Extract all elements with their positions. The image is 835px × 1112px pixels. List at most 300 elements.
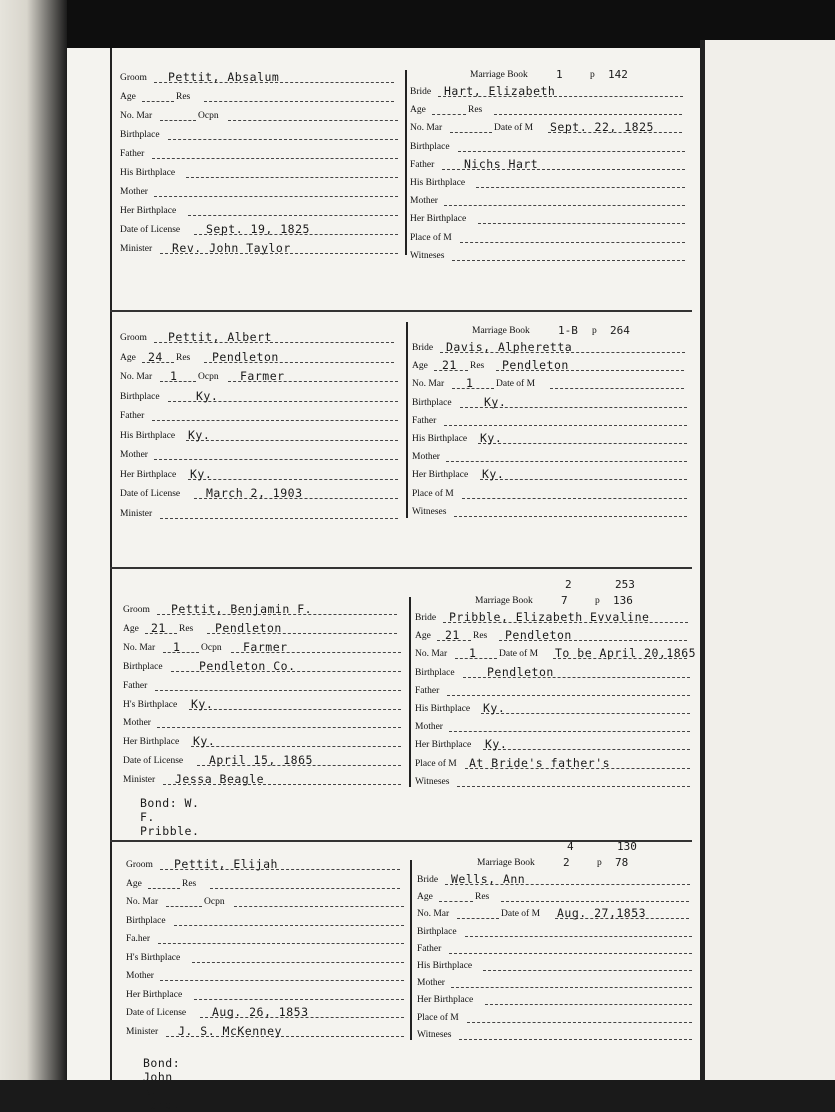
bride-date-label: Date of M: [494, 123, 534, 134]
groom-no-mar-label: No. Mar: [120, 111, 153, 121]
bride-birthplace-label: Birthplace: [417, 926, 457, 937]
bride-her-birthplace-rule: [480, 479, 687, 480]
record-column-divider: [406, 322, 408, 518]
form-row: [126, 1003, 406, 1021]
bride-his-birthplace-rule: [478, 443, 687, 444]
bride-res-value: Pendleton: [502, 358, 569, 373]
form-row: [415, 644, 697, 662]
bride-age-value: 21: [442, 358, 457, 373]
form-row: [120, 406, 400, 424]
bride-mother-rule: [446, 461, 687, 462]
groom-birthplace-label: Birthplace: [120, 391, 160, 402]
form-row: [415, 735, 690, 753]
groom-father-label: Father: [123, 680, 148, 691]
book-page-label: p: [595, 596, 600, 606]
form-row: [126, 874, 406, 892]
groom-license-label: Date of License: [120, 225, 181, 235]
groom-her-birthplace-rule: [188, 215, 398, 216]
groom-mother-rule: [160, 980, 404, 981]
bride-her-birthplace-label: Her Birthplace: [412, 470, 469, 481]
groom-birthplace-rule: [168, 139, 398, 140]
marriage-book-ref: [472, 318, 682, 338]
groom-ocpn-label: Ocpn: [204, 897, 225, 907]
form-row: [120, 445, 400, 463]
groom-minister-label: Minister: [126, 1026, 159, 1037]
bride-her-birthplace-label: Her Birthplace: [417, 995, 474, 1006]
form-row: [120, 239, 400, 257]
groom-father-rule: [152, 158, 398, 159]
bride-witnesses-label: Witneses: [412, 506, 447, 517]
groom-res-value: Pendleton: [215, 620, 282, 635]
bride-father-rule: [447, 695, 690, 696]
book-volume-superscript: 2: [565, 578, 572, 591]
book-page-label: p: [597, 858, 602, 868]
groom-her-birthplace-label: Her Birthplace: [126, 989, 183, 1000]
bride-age-label: Age: [417, 892, 433, 903]
bride-date-value: Sept. 22, 1825: [550, 120, 654, 135]
groom-license-value: Aug. 26, 1853: [212, 1005, 309, 1019]
bride-no-mar-label: No. Mar: [417, 909, 450, 920]
groom-mother-label: Mother: [120, 187, 148, 197]
bride-place-rule: [462, 498, 687, 499]
bride-mother-label: Mother: [417, 978, 445, 989]
form-row: [410, 82, 685, 100]
book-volume: 1-B: [558, 324, 578, 337]
bride-value: Davis, Alpheretta: [446, 340, 573, 354]
form-row: [417, 904, 692, 922]
form-row: [415, 717, 690, 735]
groom-her-birthplace-value: Ky.: [190, 466, 213, 481]
bride-birthplace-value: Ky.: [484, 394, 507, 409]
groom-his-birthplace-rule: [192, 962, 404, 963]
form-row: [120, 328, 400, 346]
groom-res-rule: [204, 101, 394, 102]
form-row: [410, 191, 685, 209]
scan-right-strip: [705, 40, 835, 1080]
form-row: [417, 1008, 692, 1026]
groom-label: Groom: [120, 73, 147, 83]
form-row: [126, 911, 406, 929]
groom-age-label: Age: [120, 92, 136, 102]
groom-no-mar-rule: [166, 906, 202, 907]
form-row: [126, 855, 406, 873]
form-row: [412, 374, 687, 392]
groom-father-rule: [155, 690, 401, 691]
form-row: [412, 356, 687, 374]
bride-age-rule: [432, 114, 466, 115]
groom-birthplace-rule: [174, 925, 404, 926]
form-row: [412, 502, 687, 520]
book-page: 78: [615, 856, 629, 869]
form-row: [417, 870, 692, 888]
bride-date-label: Date of M: [496, 379, 536, 390]
bride-mother-rule: [444, 205, 685, 206]
marriage-book-label: Marriage Book: [470, 70, 528, 80]
bride-no-mar-value: 1: [466, 376, 474, 391]
groom-label: Groom: [126, 860, 153, 870]
form-row: [410, 118, 685, 136]
bride-birthplace-label: Birthplace: [410, 141, 450, 152]
groom-age-value: 21: [151, 620, 166, 635]
marriage-book-ref: [475, 578, 685, 608]
bride-res-label: Res: [473, 631, 488, 642]
form-row: [123, 751, 403, 769]
bride-date-rule: [550, 388, 684, 389]
bride-birthplace-rule: [458, 151, 685, 152]
form-row: [123, 676, 403, 694]
form-row: [417, 956, 692, 974]
bride-res-label: Res: [475, 892, 490, 903]
book-volume: 1: [556, 68, 563, 81]
bride-witnesses-rule: [454, 516, 687, 517]
form-row: [120, 426, 400, 444]
book-page-label: p: [590, 70, 595, 80]
bride-value: Hart, Elizabeth: [444, 84, 556, 98]
bride-his-birthplace-rule: [483, 970, 692, 971]
form-row: [412, 484, 687, 502]
groom-mother-rule: [154, 459, 398, 460]
groom-no-mar-value: 1: [170, 369, 178, 383]
bride-place-rule: [460, 242, 685, 243]
groom-license-label: Date of License: [123, 756, 184, 767]
groom-father-label: Father: [120, 149, 145, 159]
form-row: [120, 387, 400, 405]
form-row: [415, 772, 690, 790]
bride-birthplace-rule: [465, 936, 692, 937]
form-row: [120, 163, 400, 181]
bride-no-mar-label: No. Mar: [410, 123, 443, 134]
groom-minister-label: Minister: [120, 508, 153, 519]
groom-mother-rule: [157, 727, 401, 728]
form-row: [417, 922, 692, 940]
bride-label: Bride: [415, 613, 437, 623]
bride-witnesses-rule: [459, 1039, 692, 1040]
groom-no-mar-label: No. Mar: [126, 897, 159, 907]
groom-his-birthplace-label: H's Birthplace: [123, 699, 178, 710]
groom-value: Pettit, Elijah: [174, 857, 278, 871]
form-row: [410, 209, 685, 227]
marriage-book-label: Marriage Book: [477, 858, 535, 868]
form-row: [412, 465, 687, 483]
groom-her-birthplace-rule: [191, 746, 401, 747]
bride-his-birthplace-label: His Birthplace: [410, 178, 466, 188]
groom-father-rule: [152, 420, 398, 421]
record-column-divider: [409, 597, 411, 787]
form-row: [120, 144, 400, 162]
form-row: [417, 973, 692, 991]
bride-father-label: Father: [417, 943, 442, 954]
form-row: [123, 695, 403, 713]
form-row: [412, 429, 687, 447]
groom-her-birthplace-label: Her Birthplace: [123, 737, 180, 748]
book-page: 142: [608, 68, 628, 81]
book-page: 264: [610, 324, 630, 337]
bride-age-value: 21: [445, 628, 460, 643]
book-volume-superscript: 4: [567, 840, 574, 853]
bride-res-value: Pendleton: [505, 628, 572, 643]
groom-minister-label: Minister: [120, 244, 153, 254]
bride-witnesses-label: Witneses: [410, 250, 445, 261]
form-row: [415, 663, 690, 681]
form-row: [126, 929, 406, 947]
groom-res-label: Res: [179, 623, 194, 634]
bond-note: Bond: W. F. Pribble.: [140, 796, 200, 838]
bride-no-mar-rule: [457, 918, 499, 919]
groom-ocpn-label: Ocpn: [198, 111, 219, 121]
bride-father-rule: [444, 425, 687, 426]
bride-his-birthplace-value: Ky.: [480, 431, 503, 445]
groom-his-birthplace-label: His Birthplace: [120, 430, 176, 441]
bride-date-value: To be April 20,1865: [555, 646, 697, 661]
groom-no-mar-value: 1: [173, 639, 181, 654]
groom-license-label: Date of License: [126, 1008, 187, 1018]
bride-her-birthplace-value: Ky.: [482, 467, 505, 482]
bride-mother-label: Mother: [412, 452, 440, 463]
marriage-book-label: Marriage Book: [475, 596, 533, 606]
bride-mother-rule: [451, 987, 692, 988]
groom-minister-value: Jessa Beagle: [175, 772, 265, 787]
groom-his-birthplace-rule: [186, 440, 398, 441]
groom-his-birthplace-rule: [186, 177, 398, 178]
bride-place-value: At Bride's father's: [469, 755, 611, 770]
bride-place-label: Place of M: [412, 488, 454, 499]
bride-mother-label: Mother: [415, 722, 443, 733]
form-row: [120, 465, 400, 483]
record-column-divider: [410, 860, 412, 1040]
groom-minister-value: Rev. John Taylor: [172, 241, 291, 255]
groom-value: Pettit, Albert: [168, 330, 272, 344]
groom-label: Groom: [123, 605, 150, 615]
form-row: [410, 137, 685, 155]
form-row: [120, 106, 400, 124]
bride-father-label: Father: [415, 685, 440, 696]
bride-res-rule: [501, 901, 689, 902]
form-row: [410, 155, 685, 173]
groom-his-birthplace-value: Ky.: [188, 427, 211, 442]
groom-father-label: Fa.her: [126, 934, 151, 944]
form-row: [123, 770, 403, 788]
groom-his-birthplace-value: Ky.: [191, 696, 214, 711]
bride-father-value: Nichs Hart: [464, 156, 539, 171]
groom-ocpn-value: Farmer: [243, 639, 288, 654]
bride-place-label: Place of M: [415, 758, 457, 769]
bride-birthplace-label: Birthplace: [415, 667, 455, 678]
groom-mother-label: Mother: [120, 450, 148, 460]
marriage-book-ref: [470, 62, 680, 82]
form-row: [126, 985, 406, 1003]
form-row: [120, 484, 400, 502]
bride-value: Pribble, Elizabeth Evvaline: [449, 610, 650, 624]
groom-res-label: Res: [176, 92, 191, 102]
form-row: [410, 228, 685, 246]
bride-birthplace-value: Pendleton: [487, 664, 554, 679]
groom-age-label: Age: [123, 623, 139, 634]
groom-birthplace-label: Birthplace: [123, 661, 163, 672]
groom-her-birthplace-rule: [188, 479, 398, 480]
form-row: [123, 619, 403, 637]
form-row: [412, 447, 687, 465]
book-page-label: p: [592, 326, 597, 336]
marriage-book-ref: [477, 840, 687, 870]
bride-his-birthplace-value: Ky.: [483, 701, 506, 715]
bride-res-label: Res: [468, 105, 483, 116]
bride-no-mar-label: No. Mar: [415, 649, 448, 660]
groom-license-value: March 2, 1903: [206, 486, 303, 500]
bride-her-birthplace-value: Ky.: [485, 737, 508, 752]
form-row: [412, 411, 687, 429]
bride-age-label: Age: [410, 105, 426, 116]
groom-no-mar-rule: [160, 381, 196, 382]
bride-his-birthplace-label: His Birthplace: [417, 961, 473, 971]
groom-no-mar-label: No. Mar: [120, 372, 153, 382]
bride-father-label: Father: [410, 159, 435, 170]
groom-ocpn-label: Ocpn: [198, 372, 219, 382]
form-row: [120, 220, 400, 238]
groom-ocpn-rule: [228, 120, 398, 121]
groom-no-mar-label: No. Mar: [123, 642, 156, 653]
form-row: [126, 1022, 406, 1040]
groom-res-label: Res: [176, 352, 191, 363]
bride-her-birthplace-label: Her Birthplace: [410, 214, 467, 225]
bride-witnesses-rule: [457, 786, 690, 787]
bride-witnesses-rule: [452, 260, 685, 261]
bride-age-label: Age: [412, 361, 428, 372]
sheet-left-rule: [110, 48, 112, 1080]
bride-his-birthplace-label: His Birthplace: [412, 434, 468, 444]
bride-her-birthplace-label: Her Birthplace: [415, 740, 472, 751]
form-row: [123, 732, 403, 750]
bride-place-label: Place of M: [417, 1012, 459, 1023]
form-row: [415, 681, 690, 699]
form-row: [120, 68, 400, 86]
groom-res-rule: [210, 888, 400, 889]
form-row: [126, 966, 406, 984]
groom-label: Groom: [120, 333, 147, 343]
record-column-divider: [405, 70, 407, 255]
groom-her-birthplace-value: Ky.: [193, 734, 216, 749]
form-row: [415, 754, 690, 772]
bond-note: Bond: John R. Hand.: [143, 1056, 181, 1112]
bride-place-label: Place of M: [410, 232, 452, 243]
groom-her-birthplace-label: Her Birthplace: [120, 469, 177, 480]
groom-his-birthplace-label: H's Birthplace: [126, 952, 181, 963]
form-row: [120, 182, 400, 200]
groom-minister-rule: [160, 518, 398, 519]
groom-ocpn-rule: [234, 906, 404, 907]
form-row: [120, 125, 400, 143]
form-row: [417, 887, 692, 905]
groom-mother-label: Mother: [123, 718, 151, 729]
book-volume: 7: [561, 594, 568, 607]
form-row: [120, 367, 400, 385]
bride-her-birthplace-rule: [483, 749, 690, 750]
form-row: [410, 100, 685, 118]
groom-res-label: Res: [182, 878, 197, 889]
groom-age-value: 24: [148, 349, 163, 364]
groom-ocpn-label: Ocpn: [201, 642, 222, 653]
form-row: [415, 626, 690, 644]
groom-birthplace-label: Birthplace: [126, 915, 166, 926]
bride-age-label: Age: [415, 631, 431, 642]
bride-his-birthplace-rule: [481, 713, 690, 714]
bride-his-birthplace-rule: [476, 187, 685, 188]
groom-license-value: Sept. 19, 1825: [206, 222, 310, 236]
bride-res-rule: [494, 114, 682, 115]
groom-value: Pettit, Benjamin F.: [171, 602, 313, 616]
record-divider-2: [110, 567, 692, 569]
form-row: [123, 713, 403, 731]
bride-date-label: Date of M: [499, 649, 539, 660]
groom-birthplace-value: Pendleton Co.: [199, 658, 296, 673]
bride-mother-label: Mother: [410, 196, 438, 207]
scan-left-margin: [0, 0, 67, 1080]
groom-no-mar-rule: [163, 652, 199, 653]
record-divider-1: [110, 310, 692, 312]
form-row: [417, 990, 692, 1008]
bride-birthplace-label: Birthplace: [412, 397, 452, 408]
groom-father-label: Father: [120, 411, 145, 421]
bride-place-rule: [467, 1022, 692, 1023]
groom-minister-label: Minister: [123, 775, 156, 786]
book-page-superscript: 130: [617, 840, 637, 853]
form-row: [417, 939, 692, 957]
groom-minister-value: J. S. McKenney: [178, 1023, 282, 1038]
bride-no-mar-rule: [450, 132, 492, 133]
form-row: [123, 600, 403, 618]
groom-license-label: Date of License: [120, 489, 181, 499]
groom-birthplace-value: Ky.: [196, 388, 219, 403]
form-row: [120, 504, 400, 522]
form-row: [123, 657, 403, 675]
groom-no-mar-rule: [160, 120, 196, 121]
marriage-book-label: Marriage Book: [472, 326, 530, 336]
bride-mother-rule: [449, 731, 690, 732]
form-row: [126, 948, 406, 966]
groom-age-label: Age: [126, 878, 142, 889]
book-page-superscript: 253: [615, 578, 635, 591]
groom-birthplace-label: Birthplace: [120, 130, 160, 140]
groom-her-birthplace-label: Her Birthplace: [120, 206, 177, 216]
groom-ocpn-value: Farmer: [240, 369, 285, 383]
form-row: [412, 338, 687, 356]
groom-mother-label: Mother: [126, 971, 154, 981]
form-row: [415, 699, 690, 717]
bride-witnesses-label: Witneses: [415, 776, 450, 787]
bride-date-label: Date of M: [501, 909, 541, 920]
bride-father-label: Father: [412, 415, 437, 426]
groom-mother-rule: [154, 196, 398, 197]
form-row: [120, 87, 400, 105]
form-row: [412, 393, 687, 411]
groom-license-value: April 15, 1865: [209, 753, 313, 768]
bride-label: Bride: [417, 875, 439, 885]
groom-his-birthplace-rule: [189, 709, 401, 710]
groom-value: Pettit, Absalum: [168, 70, 280, 84]
book-page: 136: [613, 594, 633, 607]
bride-label: Bride: [412, 343, 434, 353]
bride-label: Bride: [410, 87, 432, 97]
form-row: [123, 638, 403, 656]
bride-her-birthplace-rule: [478, 223, 685, 224]
groom-age-rule: [148, 888, 180, 889]
form-row: [410, 173, 685, 191]
groom-age-rule: [142, 101, 174, 102]
book-volume: 2: [563, 856, 570, 869]
groom-her-birthplace-rule: [194, 999, 404, 1000]
form-row: [417, 1025, 692, 1043]
bride-his-birthplace-label: His Birthplace: [415, 704, 471, 714]
groom-age-label: Age: [120, 352, 136, 363]
